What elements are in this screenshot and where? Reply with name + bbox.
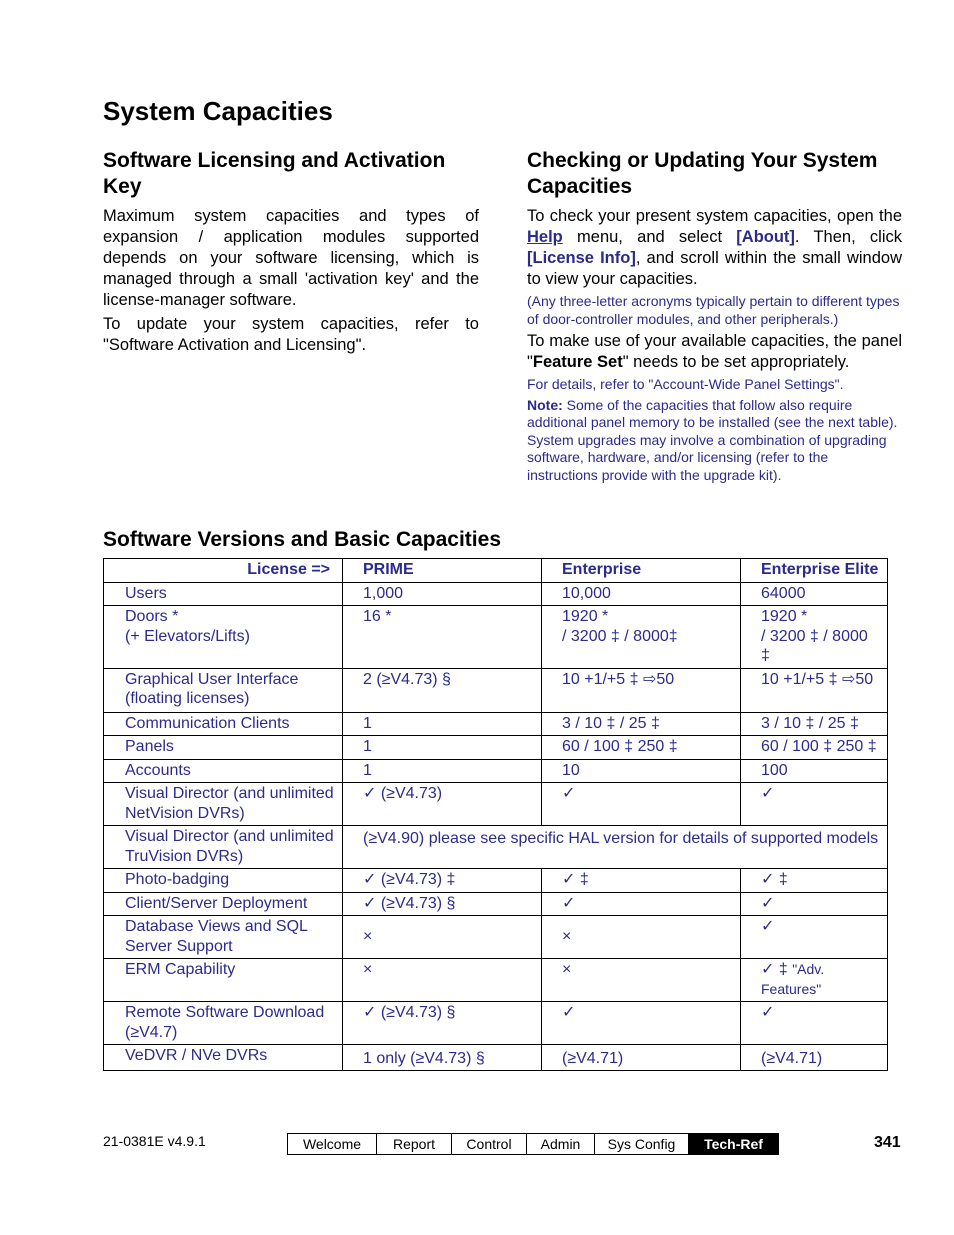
prime-value: ×	[343, 916, 542, 959]
enterprise-value: (≥V4.71)	[542, 1045, 741, 1071]
license-info-button[interactable]: [License Info]	[527, 249, 636, 267]
page-number: 341	[874, 1134, 901, 1151]
row-label: Panels	[104, 736, 343, 760]
prime-value: ✓ (≥V4.73) §	[343, 1002, 542, 1045]
elite-value: ✓	[741, 916, 888, 959]
left-column	[103, 148, 479, 359]
acronym-note: (Any three-letter acronyms typically pertain to different types of door-controller modules, and other peripherals.)	[527, 293, 900, 327]
table-row	[104, 606, 888, 669]
nav-report[interactable]: Report	[376, 1134, 451, 1154]
enterprise-value: 1920 * / 3200 ‡ / 8000‡	[542, 606, 741, 669]
enterprise-value: ✓ ‡	[542, 869, 741, 893]
text-segment: menu, and select	[562, 228, 737, 246]
table-row	[104, 712, 888, 736]
nav-tech-ref[interactable]: Tech-Ref	[688, 1134, 778, 1154]
prime-value: 1,000	[343, 582, 542, 606]
prime-value: ✓ (≥V4.73)	[343, 783, 542, 826]
table-row	[104, 892, 888, 916]
prime-value: ×	[343, 959, 542, 1002]
adv-features-note: "Adv. Features"	[761, 961, 825, 997]
prime-value: 2 (≥V4.73) §	[343, 668, 542, 712]
table-row	[104, 783, 888, 826]
elite-value: 3 / 10 ‡ / 25 ‡	[741, 712, 888, 736]
left-paragraph-2: To update your system capacities, refer to "Software Activation and Licensing".	[103, 315, 479, 354]
left-paragraph-1: Maximum system capacities and types of expansion / application modules supported depends on your software licensing, which is managed through a small 'activation key' and the license-manager software.	[103, 207, 479, 309]
enterprise-value: 3 / 10 ‡ / 25 ‡	[542, 712, 741, 736]
table-row	[104, 668, 888, 712]
header-license: License =>	[104, 559, 343, 583]
text-segment: " needs to be set appropriately.	[622, 353, 850, 371]
enterprise-value: 60 / 100 ‡ 250 ‡	[542, 736, 741, 760]
row-label: Remote Software Download (≥V4.7)	[104, 1002, 343, 1045]
row-label: Client/Server Deployment	[104, 892, 343, 916]
prime-value: 1 only (≥V4.73) §	[343, 1045, 542, 1071]
nav-control[interactable]: Control	[451, 1134, 526, 1154]
merged-value: (≥V4.90) please see specific HAL version for details of supported models	[343, 826, 888, 869]
row-label: ERM Capability	[104, 959, 343, 1002]
table-row	[104, 1002, 888, 1045]
table-row	[104, 582, 888, 606]
prime-value: 1	[343, 759, 542, 783]
table-row	[104, 759, 888, 783]
table-row	[104, 869, 888, 893]
text-segment: . Then, click	[794, 228, 902, 246]
text-segment: To check your present system capacities, open the	[527, 207, 902, 225]
elite-value-text: ✓ ‡	[761, 961, 793, 978]
section-title: Software Versions and Basic Capacities	[103, 528, 501, 551]
prime-value: ✓ (≥V4.73) §	[343, 892, 542, 916]
note-label: Note:	[527, 396, 563, 413]
prime-value: 1	[343, 712, 542, 736]
footer-nav	[287, 1133, 779, 1155]
elite-value: 60 / 100 ‡ 250 ‡	[741, 736, 888, 760]
row-label: Visual Director (and unlimited TruVision DVRs)	[104, 826, 343, 869]
elite-value: (≥V4.71)	[741, 1045, 888, 1071]
row-label: Accounts	[104, 759, 343, 783]
table-row	[104, 736, 888, 760]
enterprise-value: ×	[542, 916, 741, 959]
enterprise-value: ✓	[542, 892, 741, 916]
note-text: Some of the capacities that follow also require additional panel memory to be installed (see the next table). System upgrades may involve a combination of upgrading software, hardware, and/or licensing (refer to the instructions provide with the upgrade kit).	[527, 396, 898, 483]
header-enterprise-elite: Enterprise Elite	[741, 559, 888, 583]
row-label: Doors * (+ Elevators/Lifts)	[104, 606, 343, 669]
left-heading: Software Licensing and Activation Key	[103, 149, 446, 198]
feature-set-label: Feature Set	[532, 353, 623, 371]
table-row	[104, 826, 888, 869]
prime-value: 1	[343, 736, 542, 760]
right-column	[527, 148, 902, 487]
right-heading: Checking or Updating Your System Capacities	[527, 149, 878, 198]
header-prime: PRIME	[343, 559, 542, 583]
nav-welcome[interactable]: Welcome	[302, 1136, 362, 1152]
elite-value: 64000	[741, 582, 888, 606]
details-note: For details, refer to "Account-Wide Panel Settings".	[527, 376, 844, 392]
table-header-row	[104, 559, 888, 583]
help-menu-link[interactable]: Help	[527, 228, 563, 246]
enterprise-value: 10,000	[542, 582, 741, 606]
row-label: Visual Director (and unlimited NetVision DVRs)	[104, 783, 343, 826]
row-label: VeDVR / NVe DVRs	[104, 1045, 343, 1071]
nav-sys-config[interactable]: Sys Config	[594, 1134, 688, 1154]
elite-value	[741, 959, 888, 1002]
page-title: System Capacities	[103, 96, 333, 126]
elite-value: ✓	[741, 1002, 888, 1045]
header-enterprise: Enterprise	[542, 559, 741, 583]
prime-value: ✓ (≥V4.73) ‡	[343, 869, 542, 893]
text-segment: To make use of your available capacities, the panel "	[527, 332, 902, 371]
right-paragraph-1	[527, 206, 902, 290]
about-menu-item[interactable]: [About]	[736, 228, 795, 246]
row-label: Database Views and SQL Server Support	[104, 916, 343, 959]
nav-admin[interactable]: Admin	[526, 1134, 594, 1154]
text-segment: , and scroll within the small window to view your capacities.	[527, 249, 902, 288]
elite-value: ✓	[741, 783, 888, 826]
elite-value: ✓ ‡	[741, 869, 888, 893]
enterprise-value: ✓	[542, 1002, 741, 1045]
row-label: Users	[104, 582, 343, 606]
elite-value: ✓	[741, 892, 888, 916]
table-row	[104, 1045, 888, 1071]
upgrade-note	[527, 397, 902, 485]
elite-value: 100	[741, 759, 888, 783]
table-row	[104, 916, 888, 959]
enterprise-value: ×	[542, 959, 741, 1002]
enterprise-value: 10 +1/+5 ‡ ⇨50	[542, 668, 741, 712]
enterprise-value: 10	[542, 759, 741, 783]
table-row	[104, 959, 888, 1002]
document-id: 21-0381E v4.9.1	[103, 1133, 206, 1149]
right-paragraph-2	[527, 331, 902, 373]
row-label: Photo-badging	[104, 869, 343, 893]
enterprise-value: ✓	[542, 783, 741, 826]
elite-value: 10 +1/+5 ‡ ⇨50	[741, 668, 888, 712]
prime-value: 16 *	[343, 606, 542, 669]
row-label: Graphical User Interface (floating licenses)	[104, 668, 343, 712]
elite-value: 1920 * / 3200 ‡ / 8000 ‡	[741, 606, 888, 669]
capacities-table	[103, 558, 888, 1071]
row-label: Communication Clients	[104, 712, 343, 736]
